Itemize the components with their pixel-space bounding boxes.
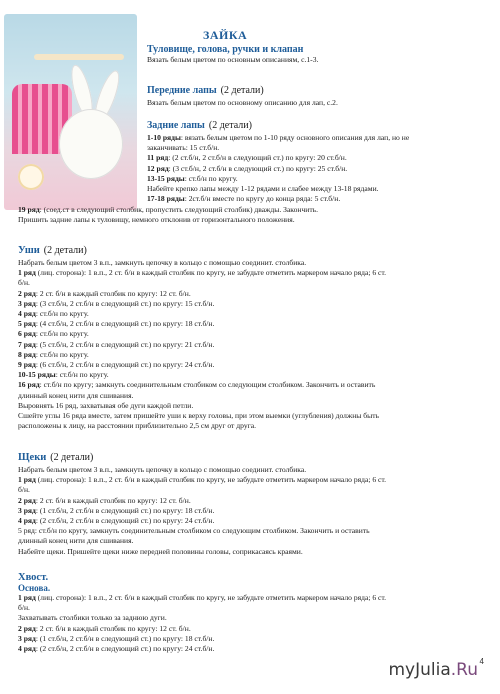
row-line: 2 ряд: 2 ст. б/н в каждый столбик по кругу: 12 ст. б/н. xyxy=(18,288,191,298)
row-line: Сшейте углы 16 ряда вместе, затем пришейте уши к верху головы, при этом выемки (углубления) должны быть xyxy=(18,411,380,421)
row-line: 3 ряд: (1 ст.б/н, 2 ст.б/н в следующий ст.) по кругу: 18 ст.б/н. xyxy=(18,633,215,643)
row-line: длинный конец нити для сшивания. xyxy=(18,390,134,400)
row-line: Захватывать столбики только за заднюю дуги. xyxy=(18,613,167,623)
row-line: 2 ряд: 2 ст. б/н в каждый столбик по кругу: 12 ст. б/н. xyxy=(18,623,191,633)
section-body xyxy=(147,44,318,65)
cheeks-heading: Щеки xyxy=(18,452,47,463)
row-line: 3 ряд: (1 ст.б/н, 2 ст.б/н в следующий ст.) по кругу: 18 ст.б/н. xyxy=(18,505,215,515)
row-line: 7 ряд: (5 ст.б/н, 2 ст.б/н в следующий ст.) по кругу: 21 ст.б/н. xyxy=(18,339,215,349)
row-line: 5 ряд: (4 ст.б/н, 2 ст.б/н в следующий ст.) по кругу: 18 ст.б/н. xyxy=(18,319,215,329)
tail-heading: Хвост. xyxy=(18,572,49,583)
row-line: 1-10 ряды: вязать белым цветом по 1-10 ряду основного описания для лап, но не xyxy=(147,133,410,142)
row-line: длинный конец нити для сшивания. xyxy=(18,536,134,546)
row-line: б/н. xyxy=(18,485,30,495)
row-line: 8 ряд: ст.б/н по кругу. xyxy=(18,349,89,359)
section-front-paws xyxy=(147,80,338,108)
footer-brand-tld: .Ru xyxy=(450,660,478,680)
row-line: Набейте щеки. Пришейте щеки ниже передней половины головы, соприкасаясь краями. xyxy=(18,546,303,556)
page-title: ЗАЙКА xyxy=(203,28,248,42)
section-tail xyxy=(18,572,386,654)
row-line: 1 ряд (лиц. сторона): 1 в.п., 2 ст. б/н в каждый столбик по кругу, не забудьте отметить маркером начало ряда; 6 ст. xyxy=(18,268,387,278)
row-line: 12 ряд: (3 ст.б/н, 2 ст.б/н в следующий ст.) по кругу: 25 ст.б/н. xyxy=(147,163,348,173)
row-line: б/н. xyxy=(18,603,30,613)
back-paws-count: (2 детали) xyxy=(208,120,252,131)
section-back-paws xyxy=(147,115,409,204)
tail-subheading: Основа. xyxy=(18,583,51,593)
cheeks-count: (2 детали) xyxy=(50,452,94,463)
row-line: заканчивать: 15 ст.б/н. xyxy=(147,143,220,153)
bunny-photo xyxy=(4,14,137,210)
row-line: 13-15 ряды: ст.б/н по кругу. xyxy=(147,173,238,183)
ears-count: (2 детали) xyxy=(43,245,87,256)
row-line: 6 ряд: ст.б/н по кругу. xyxy=(18,329,89,339)
row-line: 5 ряд: ст.б/н по кругу, замкнуть соединительным столбиком со следующим столбиком. Закончить и оставить xyxy=(18,526,370,536)
row-line: Выровнять 16 ряд, захватывая обе дуги каждой петли. xyxy=(18,400,194,410)
row-line: 19 ряд: (соед.ст в следующий столбик, пропустить следующий столбик) дважды. Закончить. xyxy=(18,205,319,214)
page-number: 4 xyxy=(479,657,484,666)
front-paws-heading: Передние лапы xyxy=(147,85,217,96)
row-line: 1 ряд (лиц. сторона): 1 в.п., 2 ст. б/н в каждый столбик по кругу, не забудьте отметить маркером начало ряда; 6 ст. xyxy=(18,593,387,602)
row-line: 4 ряд: ст.б/н по кругу. xyxy=(18,309,89,319)
back-paws-finish xyxy=(18,205,318,225)
row-line: 3 ряд: (3 ст.б/н, 2 ст.б/н в следующий ст.) по кругу: 15 ст.б/н. xyxy=(18,298,215,308)
row-line: б/н. xyxy=(18,278,30,288)
flower-shape xyxy=(18,164,44,190)
row-line: 4 ряд: (2 ст.б/н, 2 ст.б/н в следующий ст.) по кругу: 24 ст.б/н. xyxy=(18,644,215,654)
bunny-body xyxy=(59,109,123,179)
row-line: 2 ряд: 2 ст. б/н в каждый столбик по кругу: 12 ст. б/н. xyxy=(18,495,191,505)
row-line: 17-18 ряды: 2ст.б/н вместе по кругу до конца ряда: 5 ст.б/н. xyxy=(147,194,341,204)
section-body-text: Вязать белым цветом по основным описаниям, с.1-3. xyxy=(147,55,319,64)
row-line: 10-15 ряды: ст.б/н по кругу. xyxy=(18,370,109,380)
row-line: 16 ряд: ст.б/н по кругу; замкнуть соединительным столбиком со следующим столбиком. Закончить и оставить xyxy=(18,380,376,390)
section-ears xyxy=(18,240,386,431)
row-line: 1 ряд (лиц. сторона): 1 в.п., 2 ст. б/н в каждый столбик по кругу, не забудьте отметить маркером начало ряда; 6 ст. xyxy=(18,475,387,485)
ears-heading: Уши xyxy=(18,245,40,256)
front-paws-text: Вязать белым цветом по основному описанию для лап, с.2. xyxy=(147,98,338,107)
row-line: расположены к лицу, на расстоянии приблизительно 2,5 см друг от друга. xyxy=(18,421,257,431)
row-line: Набрать белым цветом 3 в.п., замкнуть цепочку в кольцо с помощью соединит. столбика. xyxy=(18,258,307,267)
hanger-shape xyxy=(34,54,124,60)
row-line: 9 ряд: (6 ст.б/н, 2 ст.б/н в следующий ст.) по кругу: 24 ст.б/н. xyxy=(18,360,215,370)
front-paws-count: (2 детали) xyxy=(220,85,264,96)
row-line: Набейте крепко лапы между 1-12 рядами и слабее между 13-18 рядами. xyxy=(147,184,379,194)
section-cheeks xyxy=(18,447,386,557)
row-line: 4 ряд: (2 ст.б/н, 2 ст.б/н в следующий ст.) по кругу: 24 ст.б/н. xyxy=(18,516,215,526)
row-line: 11 ряд: (2 ст.б/н, 2 ст.б/н в следующий ст.) по кругу: 20 ст.б/н. xyxy=(147,153,347,163)
section-body-heading: Туловище, голова, ручки и клапан xyxy=(147,44,304,55)
row-line: Набрать белым цветом 3 в.п., замкнуть цепочку в кольцо с помощью соединит. столбика. xyxy=(18,465,307,474)
footer-brand-name: myJulia xyxy=(388,660,451,680)
back-paws-heading: Задние лапы xyxy=(147,120,205,131)
row-line: Пришить задние лапы к туловищу, немного отклонив от горизонтального положения. xyxy=(18,215,295,225)
footer-brand xyxy=(388,660,478,680)
